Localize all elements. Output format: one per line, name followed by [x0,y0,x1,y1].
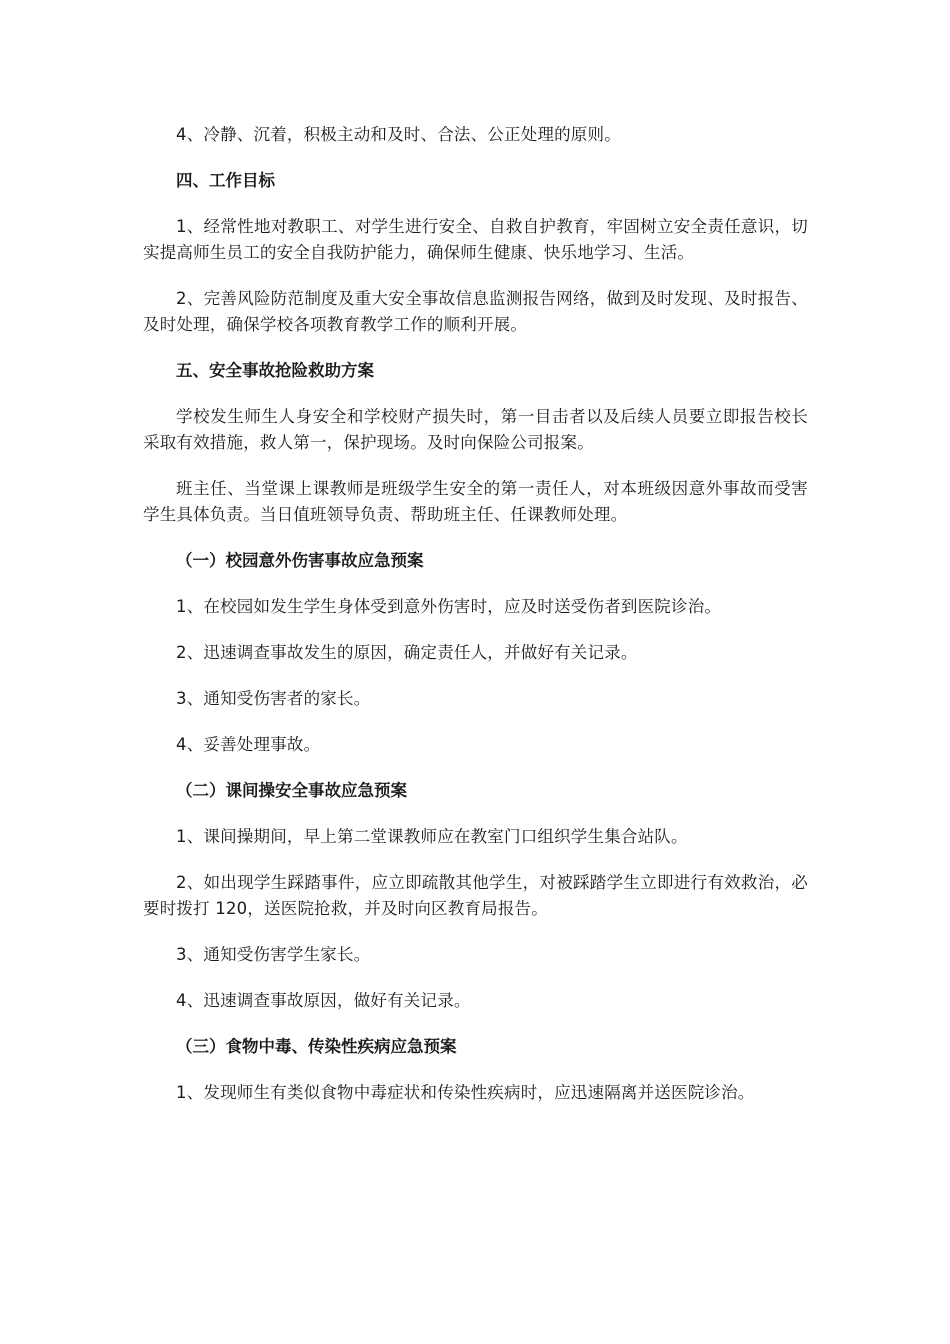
paragraph-plan1-2: 2、迅速调查事故发生的原因，确定责任人，并做好有关记录。 [176,643,638,662]
document-body [143,122,808,1126]
paragraph-plan1-4: 4、妥善处理事故。 [176,735,321,754]
heading-section-4: 四、工作目标 [176,171,275,190]
heading-plan-1: （一）校园意外伤害事故应急预案 [176,551,424,570]
paragraph-goal-2: 2、完善风险防范制度及重大安全事故信息监测报告网络，做到及时发现、及时报告、及时处理，确保学校各项教育教学工作的顺利开展。 [143,289,808,334]
paragraph-principle-4: 4、冷静、沉着，积极主动和及时、合法、公正处理的原则。 [176,125,621,144]
paragraph-rescue-2: 班主任、当堂课上课教师是班级学生安全的第一责任人，对本班级因意外事故而受害学生具体负责。当日值班领导负责、帮助班主任、任课教师处理。 [143,479,808,524]
paragraph-plan3-1: 1、发现师生有类似食物中毒症状和传染性疾病时，应迅速隔离并送医院诊治。 [176,1083,755,1102]
paragraph-plan2-3: 3、通知受伤害学生家长。 [176,945,371,964]
paragraph-plan1-1: 1、在校园如发生学生身体受到意外伤害时，应及时送受伤者到医院诊治。 [176,597,722,616]
paragraph-rescue-1: 学校发生师生人身安全和学校财产损失时，第一目击者以及后续人员要立即报告校长采取有效措施，救人第一，保护现场。及时向保险公司报案。 [143,407,808,452]
paragraph-plan2-2: 2、如出现学生踩踏事件，应立即疏散其他学生，对被踩踏学生立即进行有效救治，必要时拨打 120，送医院抢救，并及时向区教育局报告。 [143,873,808,918]
heading-section-5: 五、安全事故抢险救助方案 [176,361,374,380]
heading-plan-2: （二）课间操安全事故应急预案 [176,781,407,800]
paragraph-plan2-4: 4、迅速调查事故原因，做好有关记录。 [176,991,471,1010]
paragraph-goal-1: 1、经常性地对教职工、对学生进行安全、自救自护教育，牢固树立安全责任意识，切实提高师生员工的安全自我防护能力，确保师生健康、快乐地学习、生活。 [143,217,808,262]
paragraph-plan2-1: 1、课间操期间，早上第二堂课教师应在教室门口组织学生集合站队。 [176,827,688,846]
heading-plan-3: （三）食物中毒、传染性疾病应急预案 [176,1037,457,1056]
paragraph-plan1-3: 3、通知受伤害者的家长。 [176,689,371,708]
